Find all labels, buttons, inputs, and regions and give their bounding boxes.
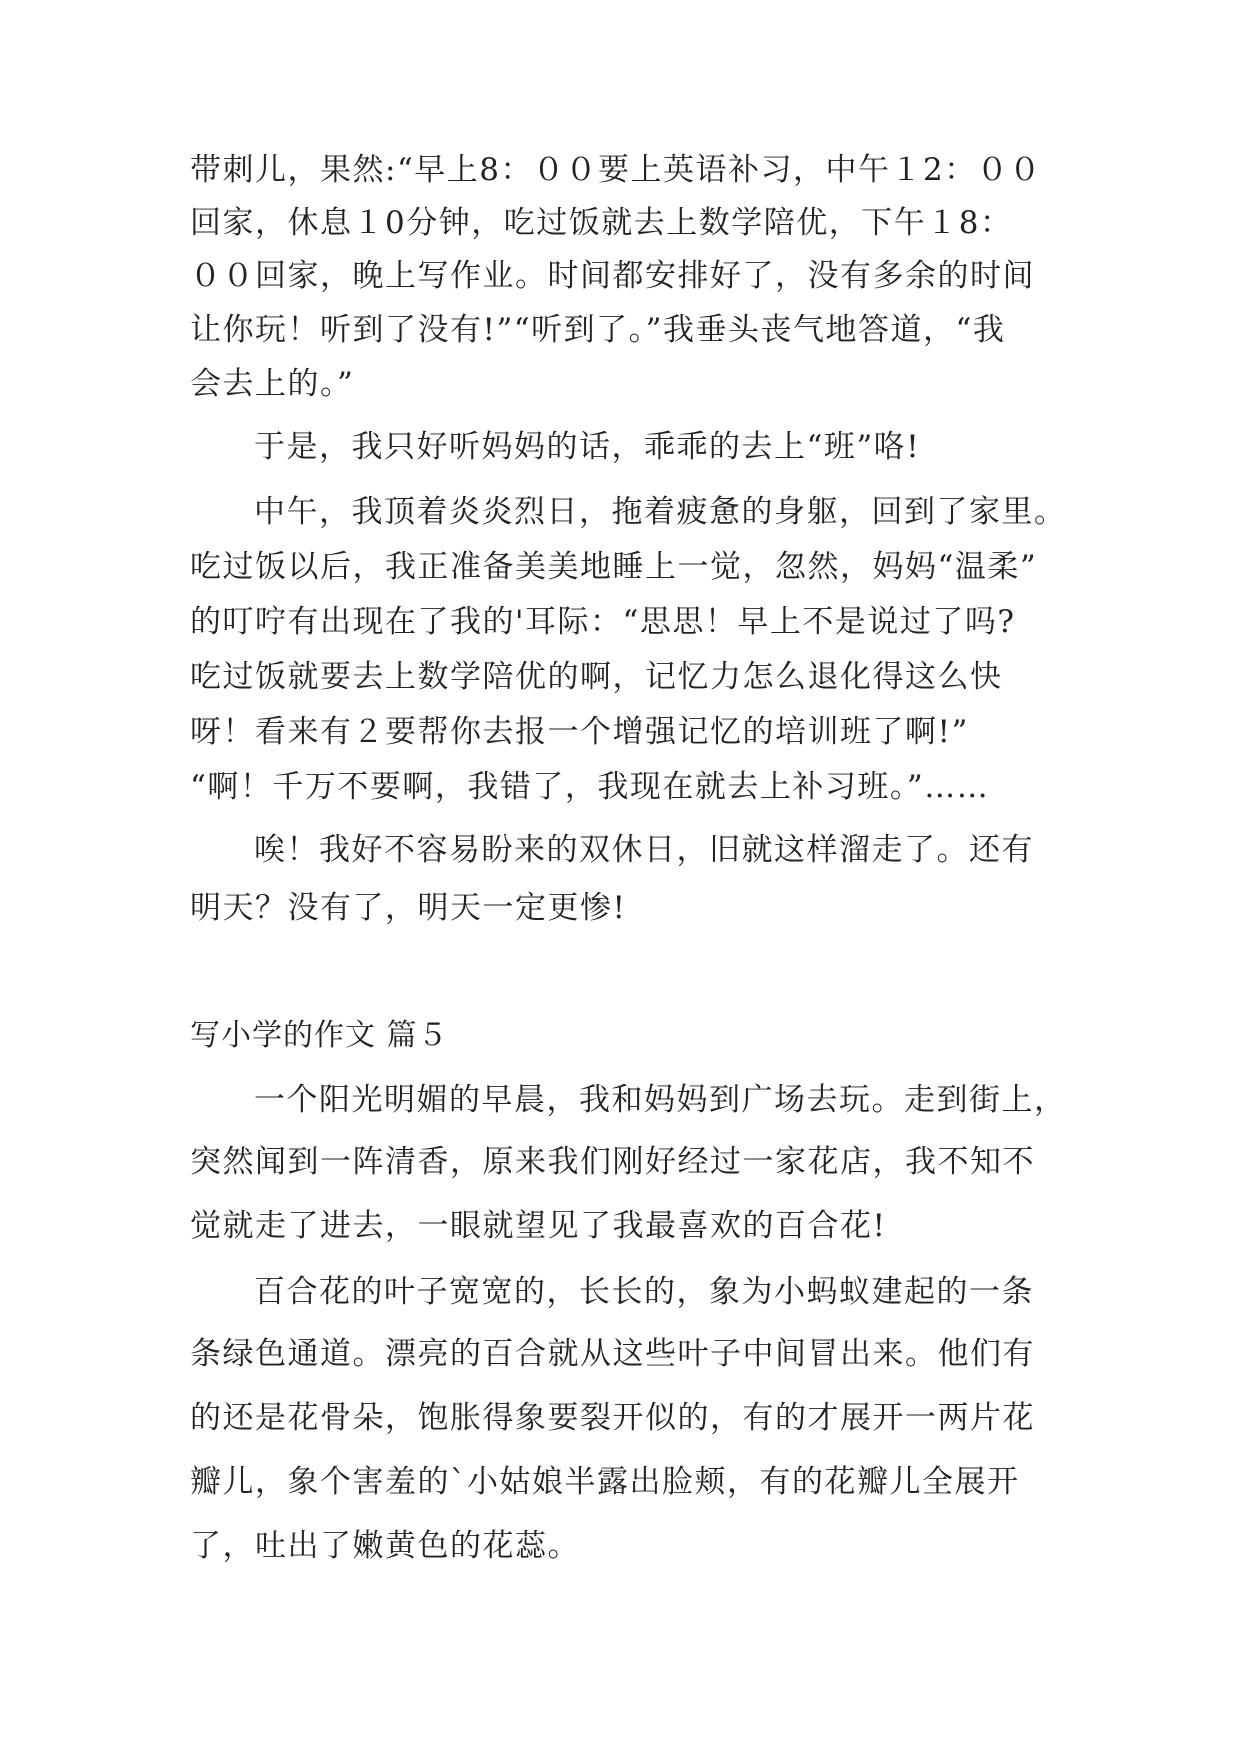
paragraph-line: 吃过饭以后，我正准备美美地睡上一觉，忽然，妈妈“温柔” <box>190 549 1038 585</box>
paragraph-line: 吃过饭就要去上数学陪优的啊，记忆力怎么退化得这么快 <box>190 659 1003 695</box>
paragraph-line: 的叮咛有出现在了我的'耳际：“思思！早上不是说过了吗? <box>190 604 1016 640</box>
paragraph-line: 突然闻到一阵清香，原来我们刚好经过一家花店，我不知不 <box>190 1144 1035 1180</box>
paragraph-line: 中午，我顶着炎炎烈日，拖着疲惫的身躯，回到了家里。 <box>254 494 1067 530</box>
paragraph-line: 明天？没有了，明天一定更惨! <box>190 890 627 926</box>
paragraph-line: “啊！千万不要啊，我错了，我现在就去上补习班。”…… <box>190 769 990 805</box>
paragraph-line: 回家，休息１0分钟，吃过饭就去上数学陪优，下午１8： <box>190 205 1013 241</box>
paragraph-line: 条绿色通道。漂亮的百合就从这些叶子中间冒出来。他们有 <box>190 1336 1035 1372</box>
paragraph-line: 会去上的。” <box>190 366 355 402</box>
paragraph-line: 百合花的叶子宽宽的，长长的，象为小蚂蚁建起的一条 <box>254 1274 1034 1310</box>
paragraph-line: 带刺儿，果然:“早上8：００要上英语补习，中午１2：００ <box>190 152 1042 188</box>
paragraph-line: 了，吐出了嫩黄色的花蕊。 <box>190 1528 580 1564</box>
paragraph-line: 一个阳光明媚的早晨，我和妈妈到广场去玩。走到街上， <box>254 1082 1067 1118</box>
paragraph-line: 于是，我只好听妈妈的话，乖乖的去上“班”咯! <box>254 429 921 465</box>
paragraph-line: 让你玩！听到了没有!”“听到了。”我垂头丧气地答道，“我 <box>190 312 1006 348</box>
paragraph-line: 的还是花骨朵，饱胀得象要裂开似的，有的才展开一两片花 <box>190 1400 1035 1436</box>
paragraph-line: 瓣儿，象个害羞的`小姑娘半露出脸颊，有的花瓣儿全展开 <box>190 1464 1020 1500</box>
paragraph-line: ００回家，晚上写作业。时间都安排好了，没有多余的时间 <box>190 258 1035 294</box>
section-title: 写小学的作文 篇５ <box>190 1018 449 1053</box>
paragraph-line: 唉！我好不容易盼来的双休日，旧就这样溜走了。还有 <box>254 832 1034 868</box>
paragraph-line: 呀！看来有２要帮你去报一个增强记忆的培训班了啊!” <box>190 714 969 750</box>
paragraph-line: 觉就走了进去，一眼就望见了我最喜欢的百合花! <box>190 1208 887 1244</box>
